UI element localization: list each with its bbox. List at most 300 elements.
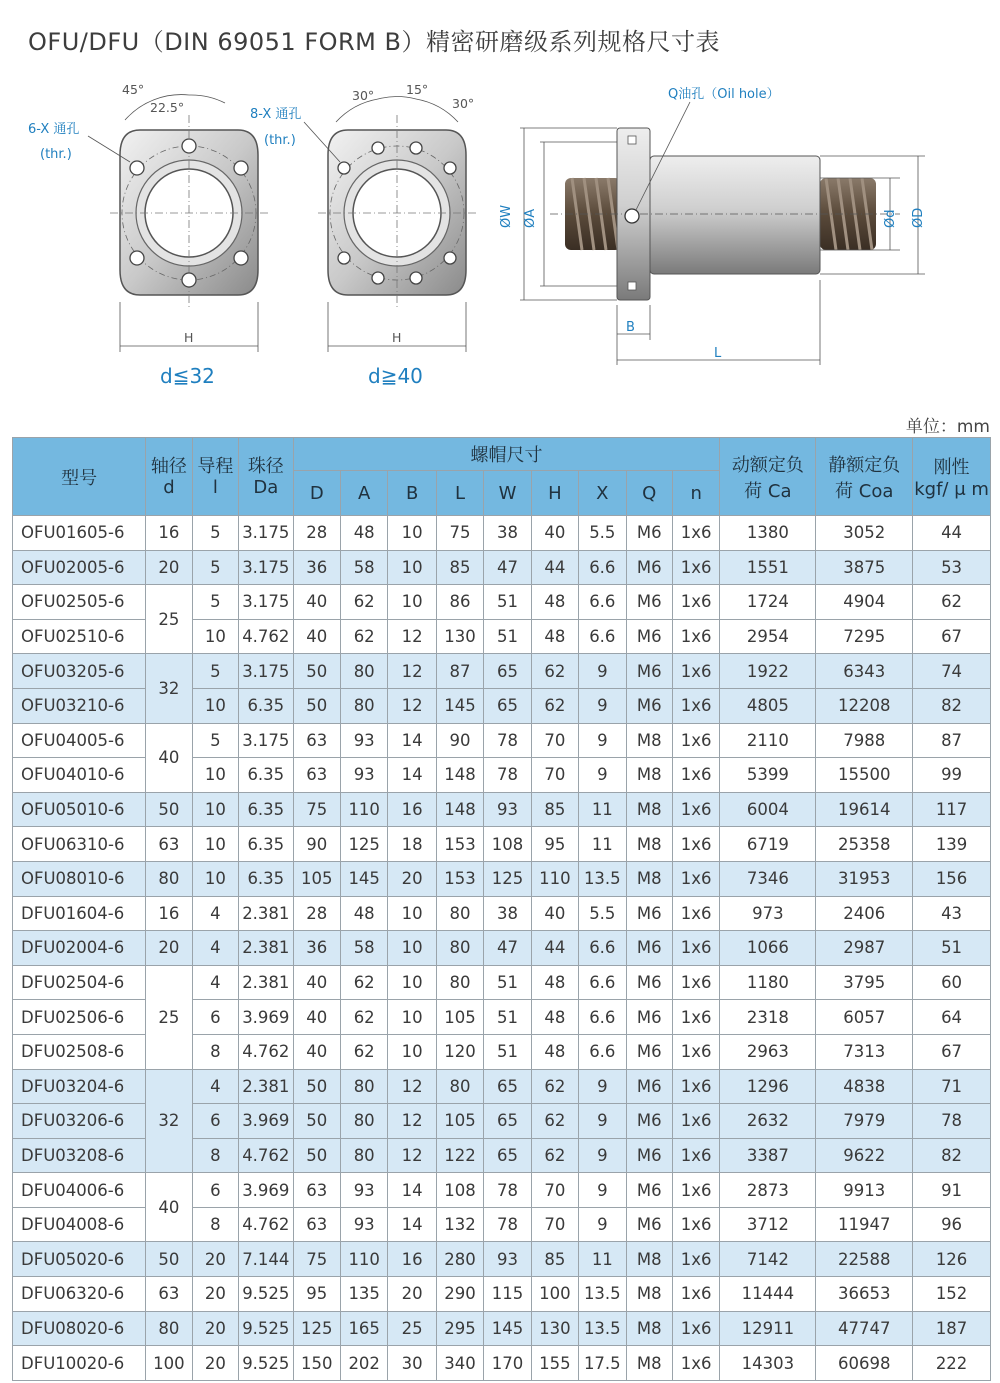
angle-30-label-a: 30° <box>352 88 375 103</box>
table-cell: 7346 <box>720 861 816 896</box>
table-cell: 12 <box>388 619 436 654</box>
table-cell: 5 <box>192 550 238 585</box>
header-lead-symbol: l <box>212 476 218 498</box>
table-cell: 11 <box>579 1242 626 1277</box>
table-cell: 78 <box>913 1104 991 1139</box>
cell-model: DFU08020-6 <box>13 1311 146 1346</box>
thr-label-middle: (thr.) <box>264 133 296 148</box>
table-cell: 10 <box>388 516 436 551</box>
table-cell: 125 <box>293 1311 340 1346</box>
table-cell: 6.35 <box>239 827 294 862</box>
cell-model: DFU06320-6 <box>13 1277 146 1312</box>
table-cell: 1x6 <box>672 1069 719 1104</box>
table-cell: 51 <box>913 931 991 966</box>
table-cell: 4.762 <box>239 1207 294 1242</box>
table-cell: 48 <box>531 619 578 654</box>
table-cell: M6 <box>626 1138 672 1173</box>
table-cell: 2.381 <box>239 931 294 966</box>
angle-45-label: 45° <box>122 82 145 97</box>
table-cell: 11444 <box>720 1277 816 1312</box>
cell-model: OFU02510-6 <box>13 619 146 654</box>
table-cell: 117 <box>913 792 991 827</box>
table-cell: 6.6 <box>579 1000 626 1035</box>
table-cell: 14 <box>388 723 436 758</box>
table-cell: 6.35 <box>239 861 294 896</box>
cell-model: DFU02506-6 <box>13 1000 146 1035</box>
table-cell: 62 <box>531 654 578 689</box>
table-cell: 11 <box>579 792 626 827</box>
table-cell: 63 <box>293 1173 340 1208</box>
table-cell: 14 <box>388 1173 436 1208</box>
table-cell: 1x6 <box>672 723 719 758</box>
table-cell: 78 <box>484 758 531 793</box>
cell-model: DFU05020-6 <box>13 1242 146 1277</box>
table-row <box>13 585 991 620</box>
table-cell: 1x6 <box>672 827 719 862</box>
cell-model: OFU04010-6 <box>13 758 146 793</box>
table-cell: 53 <box>913 550 991 585</box>
table-cell: 153 <box>436 827 483 862</box>
table-cell: 9.525 <box>239 1346 294 1381</box>
cell-shaft: 25 <box>146 585 192 654</box>
unit-label: 单位：mm <box>905 417 990 437</box>
table-cell: 62 <box>340 965 387 1000</box>
table-row <box>13 1277 991 1312</box>
table-row <box>13 965 991 1000</box>
table-cell: 36653 <box>816 1277 913 1312</box>
table-cell: 202 <box>340 1346 387 1381</box>
table-cell: 75 <box>293 792 340 827</box>
table-cell: 2.381 <box>239 965 294 1000</box>
table-cell: 50 <box>293 654 340 689</box>
table-cell: 115 <box>484 1277 531 1312</box>
table-cell: 12 <box>388 1069 436 1104</box>
table-cell: M6 <box>626 585 672 620</box>
table-cell: 4904 <box>816 585 913 620</box>
header-dynamic-load <box>720 438 816 516</box>
table-cell: 9 <box>579 1104 626 1139</box>
table-cell: 63 <box>293 1207 340 1242</box>
table-cell: 50 <box>293 1138 340 1173</box>
angle-30-label-b: 30° <box>452 96 475 111</box>
table-cell: 1x6 <box>672 1207 719 1242</box>
table-row <box>13 1069 991 1104</box>
table-cell: 105 <box>436 1104 483 1139</box>
cell-model: OFU05010-6 <box>13 792 146 827</box>
table-cell: 10 <box>192 861 238 896</box>
table-cell: 3712 <box>720 1207 816 1242</box>
table-row <box>13 896 991 931</box>
table-cell: 95 <box>293 1277 340 1312</box>
table-cell: 40 <box>293 619 340 654</box>
table-cell: 25 <box>388 1311 436 1346</box>
table-cell: 80 <box>340 1138 387 1173</box>
table-cell: 10 <box>388 1000 436 1035</box>
table-cell: 36 <box>293 931 340 966</box>
table-cell: 3.175 <box>239 516 294 551</box>
table-cell: 10 <box>388 550 436 585</box>
table-cell: 51 <box>484 1000 531 1035</box>
table-cell: 63 <box>293 723 340 758</box>
table-cell: 110 <box>340 1242 387 1277</box>
table-cell: 6.6 <box>579 1034 626 1069</box>
table-cell: 93 <box>340 758 387 793</box>
table-cell: 63 <box>293 758 340 793</box>
cell-model: DFU03204-6 <box>13 1069 146 1104</box>
table-cell: M6 <box>626 1000 672 1035</box>
table-cell: 6057 <box>816 1000 913 1035</box>
table-cell: 80 <box>340 688 387 723</box>
table-cell: 16 <box>388 792 436 827</box>
table-cell: 93 <box>340 723 387 758</box>
table-row <box>13 654 991 689</box>
table-cell: 85 <box>436 550 483 585</box>
table-cell: 3.175 <box>239 550 294 585</box>
table-cell: 290 <box>436 1277 483 1312</box>
table-cell: M6 <box>626 688 672 723</box>
table-row <box>13 1346 991 1381</box>
table-cell: 9913 <box>816 1173 913 1208</box>
table-cell: 1380 <box>720 516 816 551</box>
table-cell: 2110 <box>720 723 816 758</box>
table-cell: 85 <box>531 792 578 827</box>
cell-model: OFU03210-6 <box>13 688 146 723</box>
table-cell: 10 <box>192 619 238 654</box>
table-cell: 62 <box>340 585 387 620</box>
table-cell: 13.5 <box>579 861 626 896</box>
table-cell: 47 <box>484 550 531 585</box>
table-cell: 90 <box>293 827 340 862</box>
table-cell: 48 <box>340 516 387 551</box>
table-cell: 64 <box>913 1000 991 1035</box>
cell-shaft: 16 <box>146 516 192 551</box>
table-cell: 51 <box>484 585 531 620</box>
table-cell: 4.762 <box>239 1034 294 1069</box>
table-cell: 9 <box>579 723 626 758</box>
table-cell: 1x6 <box>672 516 719 551</box>
table-row <box>13 550 991 585</box>
table-cell: 1x6 <box>672 1000 719 1035</box>
table-cell: 15500 <box>816 758 913 793</box>
table-cell: 51 <box>484 1034 531 1069</box>
table-cell: 1551 <box>720 550 816 585</box>
table-cell: 120 <box>436 1034 483 1069</box>
table-cell: M6 <box>626 896 672 931</box>
table-cell: 13.5 <box>579 1277 626 1312</box>
table-cell: M6 <box>626 965 672 1000</box>
table-cell: 1724 <box>720 585 816 620</box>
cell-model: DFU04006-6 <box>13 1173 146 1208</box>
table-cell: 12 <box>388 654 436 689</box>
table-cell: 5 <box>192 516 238 551</box>
table-cell: 40 <box>531 516 578 551</box>
table-cell: 187 <box>913 1311 991 1346</box>
holes-6x-label: 6-X 通孔 <box>28 122 80 137</box>
table-cell: 70 <box>531 1207 578 1242</box>
table-cell: 10 <box>192 688 238 723</box>
table-cell: 62 <box>340 619 387 654</box>
table-cell: 28 <box>293 896 340 931</box>
table-cell: 48 <box>531 1034 578 1069</box>
table-cell: 20 <box>192 1242 238 1277</box>
angle-22-5-label: 22.5° <box>150 100 185 115</box>
table-row <box>13 861 991 896</box>
cell-model: DFU10020-6 <box>13 1346 146 1381</box>
cell-shaft: 50 <box>146 792 192 827</box>
header-model: 型号 <box>13 438 146 516</box>
cell-shaft: 63 <box>146 1277 192 1312</box>
table-cell: 65 <box>484 654 531 689</box>
table-cell: 9 <box>579 688 626 723</box>
table-cell: 6.6 <box>579 965 626 1000</box>
cell-model: OFU02005-6 <box>13 550 146 585</box>
table-cell: 3387 <box>720 1138 816 1173</box>
table-cell: 44 <box>531 931 578 966</box>
table-cell: 7313 <box>816 1034 913 1069</box>
table-cell: 44 <box>913 516 991 551</box>
table-cell: 80 <box>436 896 483 931</box>
table-cell: 7988 <box>816 723 913 758</box>
table-cell: 30 <box>388 1346 436 1381</box>
table-cell: M8 <box>626 1277 672 1312</box>
table-cell: 108 <box>436 1173 483 1208</box>
table-cell: 1922 <box>720 654 816 689</box>
header-nut-col: D <box>293 471 340 516</box>
table-cell: 9622 <box>816 1138 913 1173</box>
table-cell: 222 <box>913 1346 991 1381</box>
table-cell: 2873 <box>720 1173 816 1208</box>
cell-shaft: 16 <box>146 896 192 931</box>
table-cell: 1x6 <box>672 896 719 931</box>
table-cell: 43 <box>913 896 991 931</box>
table-cell: 6.6 <box>579 931 626 966</box>
table-cell: M8 <box>626 1346 672 1381</box>
header-shaft-symbol: d <box>163 476 175 498</box>
table-cell: 82 <box>913 688 991 723</box>
table-cell: 1180 <box>720 965 816 1000</box>
table-cell: 14303 <box>720 1346 816 1381</box>
spec-table <box>12 437 991 1381</box>
table-cell: 6719 <box>720 827 816 862</box>
table-cell: 65 <box>484 1069 531 1104</box>
table-cell: 40 <box>293 1000 340 1035</box>
table-row <box>13 827 991 862</box>
table-cell: 6 <box>192 1104 238 1139</box>
table-cell: 1x6 <box>672 1242 719 1277</box>
table-cell: 4.762 <box>239 1138 294 1173</box>
table-cell: 10 <box>388 931 436 966</box>
table-cell: 110 <box>340 792 387 827</box>
table-cell: 110 <box>531 861 578 896</box>
table-cell: 87 <box>913 723 991 758</box>
cell-model: DFU03206-6 <box>13 1104 146 1139</box>
table-cell: 2.381 <box>239 896 294 931</box>
dimension-h-left: H <box>184 330 194 345</box>
table-cell: 85 <box>531 1242 578 1277</box>
table-row <box>13 516 991 551</box>
table-cell: 156 <box>913 861 991 896</box>
table-cell: 9 <box>579 1069 626 1104</box>
table-cell: 70 <box>531 758 578 793</box>
table-cell: 4 <box>192 896 238 931</box>
dim-a: ØA <box>523 208 538 228</box>
table-cell: 6.35 <box>239 688 294 723</box>
holes-8x-label: 8-X 通孔 <box>250 107 302 122</box>
table-cell: 1x6 <box>672 1277 719 1312</box>
table-cell: 122 <box>436 1138 483 1173</box>
table-cell: 150 <box>293 1346 340 1381</box>
table-cell: 10 <box>192 827 238 862</box>
table-cell: 58 <box>340 550 387 585</box>
table-cell: 9 <box>579 1207 626 1242</box>
flange-view-8-hole <box>250 82 476 388</box>
technical-drawing <box>0 70 1000 400</box>
dim-d-small: Ød <box>883 209 898 228</box>
table-cell: 3.969 <box>239 1000 294 1035</box>
table-cell: 20 <box>192 1346 238 1381</box>
table-cell: M8 <box>626 723 672 758</box>
table-cell: 1x6 <box>672 1138 719 1173</box>
cell-shaft: 40 <box>146 723 192 792</box>
table-cell: 1x6 <box>672 619 719 654</box>
table-cell: 78 <box>484 1173 531 1208</box>
header-nut-col: B <box>388 471 436 516</box>
table-cell: 148 <box>436 758 483 793</box>
header-nut-col: n <box>672 471 719 516</box>
table-cell: 40 <box>293 1034 340 1069</box>
table-cell: 3.175 <box>239 723 294 758</box>
table-cell: 48 <box>531 1000 578 1035</box>
cell-model: OFU01605-6 <box>13 516 146 551</box>
table-cell: 1x6 <box>672 758 719 793</box>
table-cell: 65 <box>484 1138 531 1173</box>
table-cell: 13.5 <box>579 1311 626 1346</box>
table-cell: 126 <box>913 1242 991 1277</box>
table-cell: 5.5 <box>579 516 626 551</box>
table-cell: 100 <box>531 1277 578 1312</box>
table-cell: 67 <box>913 1034 991 1069</box>
table-cell: 86 <box>436 585 483 620</box>
table-cell: 2.381 <box>239 1069 294 1104</box>
table-cell: 10 <box>388 896 436 931</box>
table-cell: 93 <box>484 1242 531 1277</box>
table-cell: 8 <box>192 1034 238 1069</box>
table-cell: 7979 <box>816 1104 913 1139</box>
table-cell: 48 <box>340 896 387 931</box>
cell-model: DFU03208-6 <box>13 1138 146 1173</box>
table-cell: 91 <box>913 1173 991 1208</box>
table-cell: 62 <box>913 585 991 620</box>
table-cell: 50 <box>293 688 340 723</box>
table-cell: 65 <box>484 688 531 723</box>
table-cell: 2954 <box>720 619 816 654</box>
table-cell: 12208 <box>816 688 913 723</box>
table-cell: 2406 <box>816 896 913 931</box>
table-cell: 80 <box>436 931 483 966</box>
table-cell: 31953 <box>816 861 913 896</box>
table-cell: 1x6 <box>672 1346 719 1381</box>
table-cell: 6.6 <box>579 619 626 654</box>
table-cell: 20 <box>192 1277 238 1312</box>
table-cell: 80 <box>340 654 387 689</box>
page-title: OFU/DFU（DIN 69051 FORM B）精密研磨级系列规格尺寸表 <box>28 28 720 56</box>
header-shaft <box>146 438 192 516</box>
table-cell: 75 <box>436 516 483 551</box>
cell-model: DFU02508-6 <box>13 1034 146 1069</box>
table-cell: 58 <box>340 931 387 966</box>
cell-model: OFU06310-6 <box>13 827 146 862</box>
table-cell: 5399 <box>720 758 816 793</box>
table-cell: 25358 <box>816 827 913 862</box>
header-nut-col: H <box>531 471 578 516</box>
cell-shaft: 80 <box>146 1311 192 1346</box>
table-cell: 10 <box>192 792 238 827</box>
table-cell: 153 <box>436 861 483 896</box>
header-rigidity-bottom: kgf/ μ m <box>914 479 989 500</box>
cell-model: DFU01604-6 <box>13 896 146 931</box>
table-cell: M6 <box>626 931 672 966</box>
nut-side-view <box>499 86 926 365</box>
table-cell: 6004 <box>720 792 816 827</box>
table-cell: M8 <box>626 861 672 896</box>
table-cell: 5 <box>192 585 238 620</box>
table-cell: 62 <box>531 688 578 723</box>
table-cell: 5 <box>192 723 238 758</box>
table-cell: 47747 <box>816 1311 913 1346</box>
header-shaft-label: 轴径 <box>150 455 187 477</box>
table-cell: 12 <box>388 1138 436 1173</box>
cell-model: OFU04005-6 <box>13 723 146 758</box>
table-cell: 20 <box>388 1277 436 1312</box>
table-cell: M6 <box>626 1034 672 1069</box>
table-cell: 78 <box>484 723 531 758</box>
cell-shaft: 50 <box>146 1242 192 1277</box>
table-cell: 280 <box>436 1242 483 1277</box>
cell-shaft: 80 <box>146 861 192 896</box>
table-cell: M6 <box>626 516 672 551</box>
table-cell: 80 <box>340 1069 387 1104</box>
table-cell: 4 <box>192 1069 238 1104</box>
table-cell: 139 <box>913 827 991 862</box>
table-cell: M6 <box>626 1069 672 1104</box>
table-cell: 1x6 <box>672 1104 719 1139</box>
table-cell: M8 <box>626 758 672 793</box>
table-cell: 1296 <box>720 1069 816 1104</box>
table-cell: 12 <box>388 688 436 723</box>
cell-shaft: 63 <box>146 827 192 862</box>
table-cell: 6343 <box>816 654 913 689</box>
table-cell: 1x6 <box>672 585 719 620</box>
table-cell: 20 <box>192 1311 238 1346</box>
table-cell: 16 <box>388 1242 436 1277</box>
table-cell: 1x6 <box>672 792 719 827</box>
table-cell: 145 <box>340 861 387 896</box>
table-cell: 1x6 <box>672 654 719 689</box>
table-cell: 50 <box>293 1104 340 1139</box>
table-cell: 71 <box>913 1069 991 1104</box>
header-nut-col: A <box>340 471 387 516</box>
table-cell: M6 <box>626 1173 672 1208</box>
table-cell: 93 <box>340 1173 387 1208</box>
table-cell: 40 <box>293 585 340 620</box>
table-cell: 10 <box>388 585 436 620</box>
table-cell: 4.762 <box>239 619 294 654</box>
table-row <box>13 1242 991 1277</box>
table-cell: 148 <box>436 792 483 827</box>
table-cell: 4805 <box>720 688 816 723</box>
table-cell: 20 <box>388 861 436 896</box>
table-cell: 1x6 <box>672 1034 719 1069</box>
